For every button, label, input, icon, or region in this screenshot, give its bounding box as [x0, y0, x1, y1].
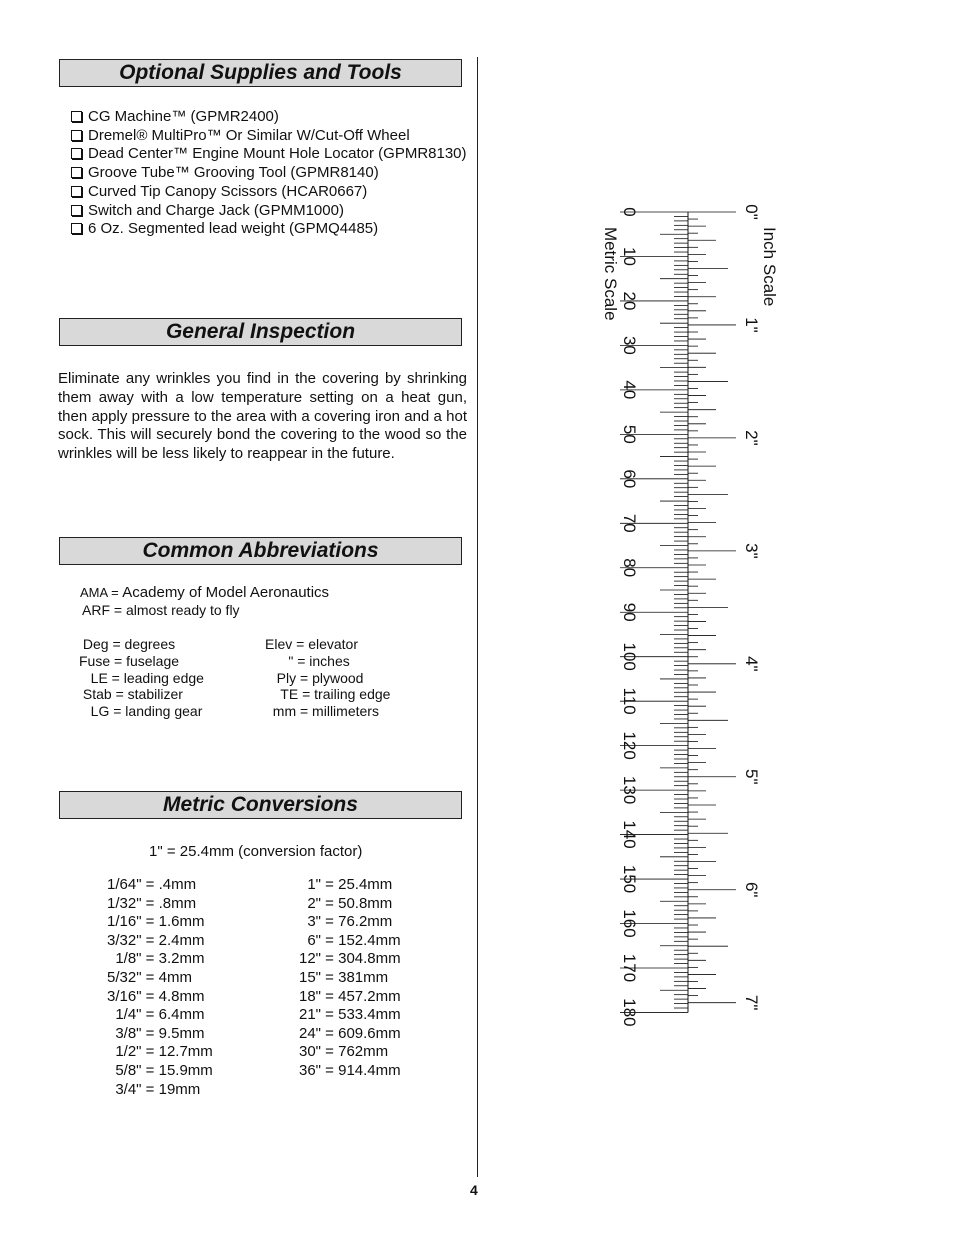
inch-tick-label: 6": [742, 881, 761, 898]
metric-tick-label: 90: [620, 602, 639, 622]
inch-tick-label: 5": [742, 769, 761, 785]
conversion-left-column: 1/64" = .4mm 1/32" = .8mm 1/16" = 1.6mm 3/32" = 2.4mm 1/8" = 3.2mm 5/32" = 4mm 3/16" = 4.8mm 1/4" = 6.4mm 3/8" = 9.5mm 1/2" = 12.7mm 5/8" = 15.9mm 3/4" = 19mm: [107, 876, 213, 1098]
inspection-heading-text: General Inspection: [165, 320, 356, 343]
checklist-item: Dead Center™ Engine Mount Hole Locator (GPMR8130): [71, 145, 467, 164]
column-divider: [477, 57, 478, 1177]
metric-tick-label: 20: [620, 291, 639, 311]
conversion-right-column: 1" = 25.4mm 2" = 50.8mm 3" = 76.2mm 6" = 152.4mm 12" = 304.8mm 15" = 381mm 18" = 457.2mm 21" = 533.4mm 24" = 609.6mm 30" = 762mm 36" = 914.4mm: [299, 876, 401, 1079]
metric-tick-label: 160: [620, 909, 639, 938]
checklist-item: Switch and Charge Jack (GPMM1000): [71, 202, 467, 221]
inch-tick-label: 2": [742, 430, 761, 446]
inch-tick-label: 3": [742, 543, 761, 559]
inch-tick-label: 0": [742, 204, 761, 220]
checklist-item: Curved Tip Canopy Scissors (HCAR0667): [71, 183, 467, 202]
supplies-heading-text: Optional Supplies and Tools: [119, 61, 402, 84]
page-number: 4: [470, 1182, 478, 1198]
metric-heading: [59, 791, 462, 819]
abbreviations-heading: [59, 537, 462, 565]
checkbox-icon: [71, 148, 82, 159]
metric-tick-label: 10: [620, 247, 639, 266]
metric-tick-label: 70: [620, 513, 639, 533]
ruler: [580, 195, 800, 1035]
checkbox-icon: [71, 205, 82, 216]
metric-heading-text: Metric Conversions: [163, 793, 358, 816]
abbr-right-column: Elev = elevator " = inches Ply = plywood TE = trailing edge mm = millimeters: [265, 636, 391, 720]
metric-tick-label: 180: [620, 998, 639, 1027]
checkbox-icon: [71, 186, 82, 197]
checkbox-icon: [71, 167, 82, 178]
inch-scale-label: Inch Scale: [760, 227, 779, 307]
metric-tick-label: 110: [620, 687, 639, 715]
metric-tick-label: 140: [620, 820, 639, 849]
checklist-item: Dremel® MultiPro™ Or Similar W/Cut-Off Wheel: [71, 127, 467, 146]
checklist-item: Groove Tube™ Grooving Tool (GPMR8140): [71, 164, 467, 183]
metric-tick-label: 100: [620, 642, 639, 671]
checklist-item: CG Machine™ (GPMR2400): [71, 108, 467, 127]
inch-tick-label: 4": [742, 656, 761, 672]
metric-tick-label: 150: [620, 864, 639, 894]
inspection-heading: [59, 318, 462, 346]
abbr-arf: ARF = almost ready to fly: [82, 602, 240, 618]
inch-tick-label: 1": [742, 317, 761, 333]
abbreviations-heading-text: Common Abbreviations: [142, 539, 379, 562]
conversion-factor: 1" = 25.4mm (conversion factor): [149, 843, 363, 860]
metric-tick-label: 30: [620, 335, 639, 355]
supplies-heading: [59, 59, 462, 87]
metric-tick-label: 130: [620, 775, 639, 805]
metric-tick-label: 120: [620, 731, 639, 760]
metric-tick-label: 60: [620, 469, 639, 489]
metric-tick-label: 170: [620, 953, 639, 983]
checkbox-icon: [71, 223, 82, 234]
abbr-left-column: Deg = degrees Fuse = fuselage LE = leading edge Stab = stabilizer LG = landing gear: [79, 636, 204, 720]
checkbox-icon: [71, 111, 82, 122]
metric-tick-label: 40: [620, 380, 639, 400]
inspection-paragraph: Eliminate any wrinkles you find in the covering by shrinking them away with a low temperature setting on a heat gun, then apply pressure to the area with a covering iron and a hot sock. This will securely bond the covering to the wood so the wrinkles will be less likely to reappear in the future.: [58, 370, 467, 463]
supplies-checklist: [71, 108, 467, 239]
checklist-item: 6 Oz. Segmented lead weight (GPMQ4485): [71, 220, 467, 239]
metric-scale-label: Metric Scale: [601, 227, 620, 321]
inch-tick-label: 7": [742, 994, 761, 1011]
abbr-ama: AMA = Academy of Model Aeronautics: [80, 584, 330, 601]
checkbox-icon: [71, 130, 82, 141]
metric-tick-label: 80: [620, 558, 639, 578]
metric-tick-label: 0: [620, 207, 639, 217]
metric-tick-label: 50: [620, 424, 639, 444]
